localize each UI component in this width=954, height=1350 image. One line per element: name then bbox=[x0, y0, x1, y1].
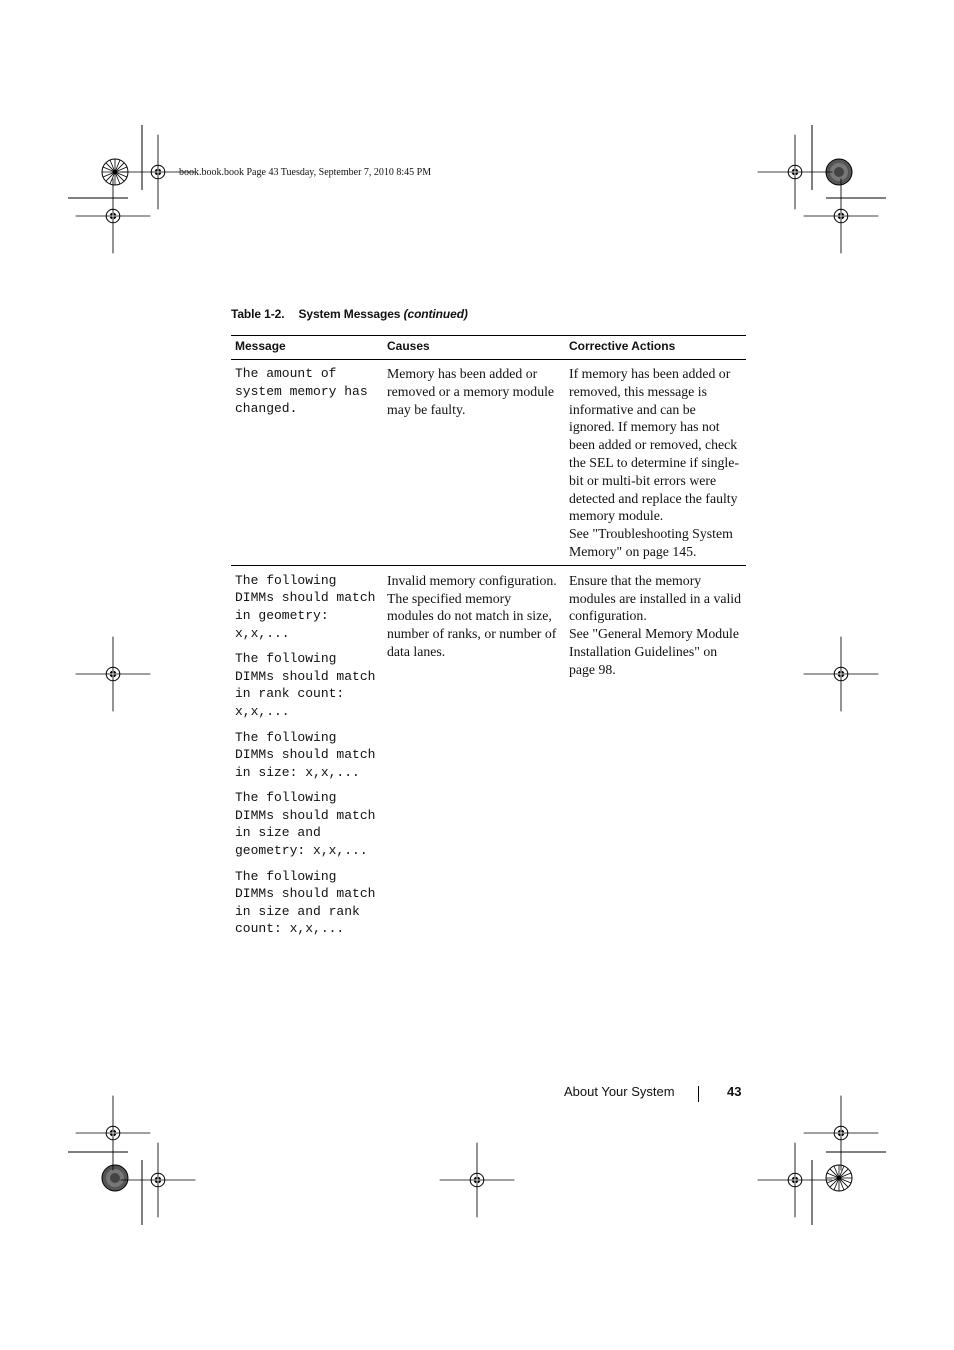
causes-cell bbox=[383, 360, 565, 566]
message-text: The following DIMMs should match in size and geometry: x,x,... bbox=[235, 790, 376, 859]
footer-divider bbox=[698, 1086, 699, 1102]
footer-section-title: About Your System bbox=[564, 1084, 675, 1099]
table-row bbox=[231, 565, 746, 946]
causes-cell bbox=[383, 565, 565, 946]
actions-cell bbox=[565, 360, 746, 566]
column-header-causes: Causes bbox=[383, 336, 565, 360]
message-text: The amount of system memory has changed. bbox=[235, 366, 368, 417]
table-header-row bbox=[231, 336, 746, 360]
causes-text: Memory has been added or removed or a memory module may be faulty. bbox=[387, 366, 555, 417]
column-header-corrective-actions: Corrective Actions bbox=[565, 336, 746, 360]
column-header-message: Message bbox=[231, 336, 383, 360]
message-text: The following DIMMs should match in rank count: x,x,... bbox=[235, 651, 376, 719]
message-text: The following DIMMs should match in geometry: x,x,... bbox=[235, 572, 376, 641]
cross-reference: See "Troubleshooting System Memory" on page 145. bbox=[569, 526, 733, 559]
message-cell bbox=[231, 360, 383, 566]
message-cell bbox=[231, 565, 383, 946]
system-messages-table bbox=[231, 335, 746, 946]
action-text: Ensure that the memory modules are installed in a valid configuration. bbox=[569, 572, 742, 624]
cross-reference: See "General Memory Module Installation Guidelines" on page 98. bbox=[569, 626, 739, 677]
actions-cell bbox=[565, 565, 746, 946]
action-text: If memory has been added or removed, this message is informative and can be ignored. If memory has not been added or removed, check the SEL to determine if single-bit or multi-bit errors were detected and replace the faulty memory module. bbox=[569, 366, 739, 524]
message-text: The following DIMMs should match in size and rank count: x,x,... bbox=[235, 868, 376, 937]
table-number: Table 1-2. bbox=[231, 307, 285, 321]
message-text: The following DIMMs should match in size: x,x,... bbox=[235, 729, 376, 780]
page-number: 43 bbox=[727, 1084, 742, 1099]
table-title-suffix: (continued) bbox=[403, 307, 468, 321]
table-title-text: System Messages bbox=[298, 307, 401, 321]
table-title bbox=[231, 307, 468, 321]
table-row bbox=[231, 360, 746, 566]
print-header: book.book.book Page 43 Tuesday, September 7, 2010 8:45 PM bbox=[179, 167, 432, 178]
causes-text: Invalid memory configuration. The specified memory modules do not match in size, number of ranks, or number of data lanes. bbox=[387, 572, 557, 659]
